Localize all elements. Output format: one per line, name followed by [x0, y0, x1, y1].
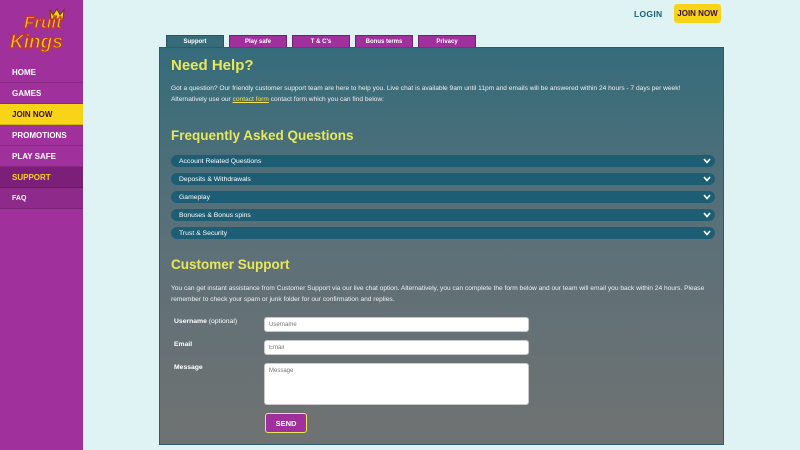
join-now-button[interactable]: JOIN NOW [674, 4, 721, 23]
customer-support-title: Customer Support [171, 257, 290, 272]
sidebar-item-label: FAQ [12, 194, 27, 202]
sidebar-nav [0, 62, 83, 209]
email-label: Email [174, 341, 193, 348]
contact-form-link[interactable]: contact form [232, 95, 269, 103]
sidebar-item-promotions[interactable] [0, 125, 83, 146]
logo-text-line2: Kings [10, 32, 63, 53]
tab-terms[interactable]: T & C's [292, 35, 350, 47]
message-label: Message [174, 364, 203, 371]
faq-item-label: Gameplay [179, 193, 210, 201]
help-intro-text [171, 84, 711, 105]
faq-item-label: Bonuses & Bonus spins [179, 211, 251, 219]
optional-label: (optional) [208, 318, 238, 325]
support-text: You can get instant assistance from Customer Support via our live chat option. Alternatively, you can complete the form below and our team will email you back within 24 hours. Please remember to check your spam or junk folder for our confirmation and replies. [171, 285, 705, 303]
sidebar-item-label: HOME [12, 67, 36, 77]
sidebar-item-label: SUPPORT [12, 172, 51, 182]
tab-bonus-terms[interactable]: Bonus terms [355, 35, 413, 47]
email-input[interactable] [264, 340, 529, 355]
sidebar-item-label: PROMOTIONS [12, 130, 67, 140]
username-input[interactable] [264, 317, 529, 332]
chevron-down-icon [703, 193, 711, 201]
sidebar-item-home[interactable] [0, 62, 83, 83]
chevron-down-icon [703, 175, 711, 183]
username-label [174, 318, 237, 325]
faq-accordion [171, 155, 715, 245]
logo-graphic [6, 6, 78, 54]
logo-text-line1: Fruit [24, 13, 62, 32]
faq-item-label: Account Related Questions [179, 157, 262, 165]
chevron-down-icon [703, 229, 711, 237]
faq-item-deposits[interactable] [171, 173, 715, 185]
sidebar-item-support[interactable] [0, 167, 83, 188]
sidebar-item-label: PLAY SAFE [12, 151, 57, 161]
tab-play-safe[interactable]: Play safe [229, 35, 287, 47]
sidebar-item-play-safe[interactable] [0, 146, 83, 167]
faq-item-label: Deposits & Withdrawals [179, 175, 251, 183]
username-label-text: Username [174, 318, 207, 325]
help-text-start: Got a question? Our friendly customer support team are here to help you. Live chat is available 9am until 11pm and emails will be answered within 24 hours - 7 days per week! Alternatively use our [171, 85, 681, 103]
tab-privacy[interactable]: Privacy [418, 35, 476, 47]
faq-item-account[interactable] [171, 155, 715, 167]
login-link[interactable]: LOGIN [634, 9, 663, 19]
sidebar-item-label: GAMES [12, 88, 42, 98]
faq-title: Frequently Asked Questions [171, 128, 354, 143]
faq-item-bonuses[interactable] [171, 209, 715, 221]
chevron-down-icon [703, 157, 711, 165]
faq-item-trust[interactable] [171, 227, 715, 239]
sidebar [0, 0, 83, 450]
faq-item-label: Trust & Security [179, 229, 228, 237]
tab-support[interactable]: Support [166, 35, 224, 48]
message-textarea[interactable] [264, 363, 529, 405]
faq-item-gameplay[interactable] [171, 191, 715, 203]
need-help-title: Need Help? [171, 57, 254, 74]
chevron-down-icon [703, 211, 711, 219]
help-text-end: contact form which you can find below: [268, 95, 384, 103]
sidebar-item-faq[interactable] [0, 188, 83, 209]
sidebar-item-label: JOIN NOW [12, 109, 53, 119]
send-button[interactable]: SEND [265, 413, 307, 433]
support-panel [159, 47, 724, 445]
sidebar-item-join-now[interactable] [0, 104, 83, 125]
fruit-kings-logo[interactable] [6, 6, 78, 54]
sidebar-item-games[interactable] [0, 83, 83, 104]
